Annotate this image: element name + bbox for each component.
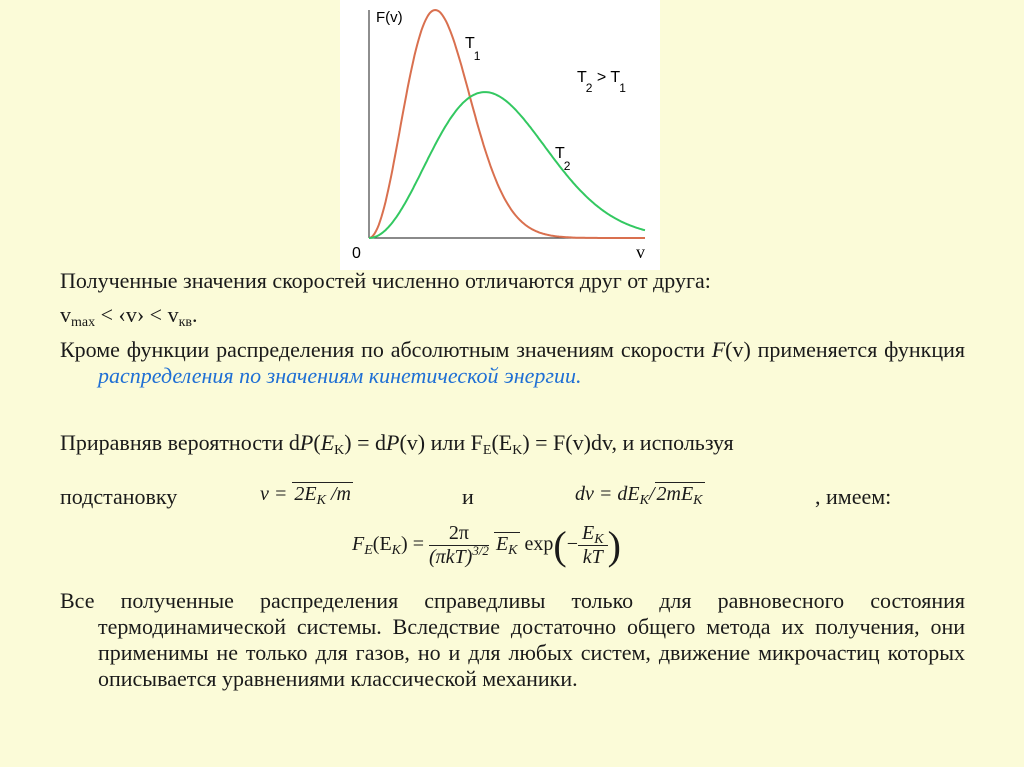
graph-xlabel: v bbox=[636, 242, 645, 262]
formula-dv-substitution: dv = $dE_K/$ $2mE_K$ bbox=[575, 483, 703, 508]
graph-ylabel: F(v) bbox=[376, 9, 403, 26]
graph-background bbox=[340, 0, 660, 270]
word-we-have: , имеем: bbox=[815, 484, 892, 509]
paragraph-substitution: подстановку bbox=[60, 484, 178, 509]
distribution-graph bbox=[340, 0, 660, 270]
paragraph-speeds: $v_{max}$ < ‹v› < $v_{кв}$. bbox=[60, 302, 198, 330]
paragraph-equate: Приравняв вероятности $dP(E_K) = dP(v)$ или $F_E(E_K) = F(v)dv$, и используя bbox=[60, 430, 734, 458]
label-t2: T2 bbox=[555, 145, 571, 173]
paragraph-conclusion: Все полученные распределения справедливы только для равновесного состояния термодинамической системы. Вследствие достаточно общего метода их получения, они применимы не только для газов, но и для любых систем, движение микрочастиц которых описывается уравнениями классической механики. bbox=[60, 588, 965, 691]
formula-energy-distribution: $F_E(E_K)$ = $\frac{2\pi}{(\pi kT)^{3/2}}$ $E_K$ exp(− $\frac{E_K}{kT}$ ) bbox=[352, 522, 621, 568]
word-and: и bbox=[462, 484, 474, 509]
paragraph-energy-function: Кроме функции распределения по абсолютным значениям скорости F(v) применяется функция распределения по значениям кинетической энергии. bbox=[60, 337, 965, 388]
graph-origin: 0 bbox=[352, 245, 361, 262]
energy-distribution-term: распределения по значениям кинетической энергии bbox=[98, 363, 577, 388]
label-t1: T1 bbox=[465, 35, 481, 63]
condition-label: T2 > T1 bbox=[577, 69, 626, 95]
paragraph-intro: Полученные значения скоростей численно отличаются друг от друга: bbox=[60, 268, 711, 293]
formula-v-substitution: $v = 2E_K$ /m bbox=[260, 483, 351, 508]
